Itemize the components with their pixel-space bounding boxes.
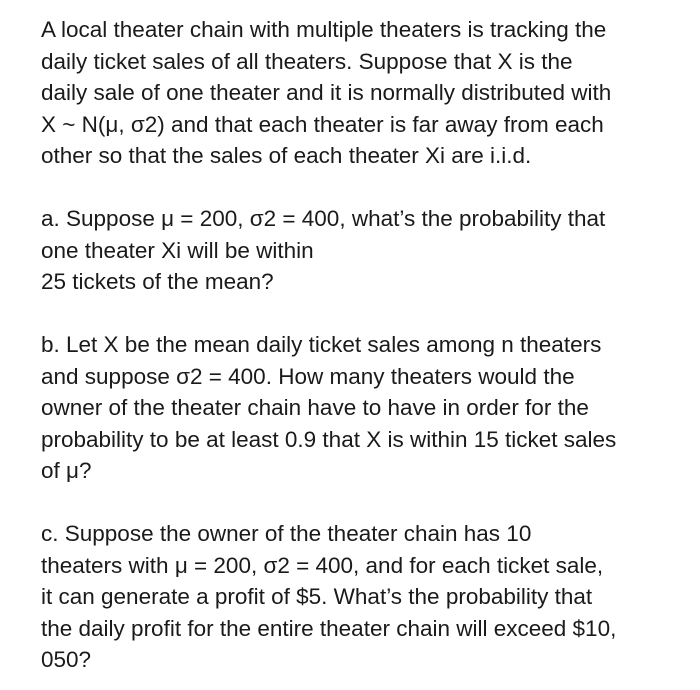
paragraph-spacer — [41, 298, 691, 330]
text-line: owner of the theater chain have to have in order for the — [41, 395, 589, 420]
text-line: probability to be at least 0.9 that X is within 15 ticket sales — [41, 426, 617, 452]
text-line: daily ticket sales of all theaters. Suppose that X is the — [41, 48, 573, 74]
text-line: A local theater chain with multiple theaters is tracking the — [41, 17, 607, 42]
text-line: daily sale of one theater and it is normally distributed with — [41, 80, 612, 105]
text-line: the daily profit for the entire theater chain will exceed $10, — [41, 615, 617, 641]
intro-paragraph — [41, 14, 691, 172]
text-line: b. Let X be the mean daily ticket sales among n theaters — [41, 332, 602, 357]
text-line: of μ? — [41, 458, 92, 483]
text-line: other so that the sales of each theater Xi are i.i.d. — [41, 143, 532, 168]
part-c-paragraph — [41, 518, 691, 676]
text-line: a. Suppose μ = 200, σ2 = 400, what’s the probability that — [41, 206, 606, 231]
text-line: one theater Xi will be within — [41, 237, 314, 263]
text-line: it can generate a profit of $5. What’s the probability that — [41, 584, 593, 609]
text-line: and suppose σ2 = 400. How many theaters would the — [41, 363, 575, 389]
text-line: 25 tickets of the mean? — [41, 269, 274, 294]
text-line: X ~ N(μ, σ2) and that each theater is far away from each — [41, 111, 604, 137]
part-b-paragraph — [41, 329, 691, 487]
paragraph-spacer — [41, 487, 691, 519]
text-line: theaters with μ = 200, σ2 = 400, and for each ticket sale, — [41, 552, 604, 578]
text-line: c. Suppose the owner of the theater chain has 10 — [41, 521, 532, 546]
paragraph-spacer — [41, 172, 691, 204]
problem-document — [41, 14, 691, 676]
part-a-paragraph — [41, 203, 691, 298]
text-line: 050? — [41, 647, 92, 672]
